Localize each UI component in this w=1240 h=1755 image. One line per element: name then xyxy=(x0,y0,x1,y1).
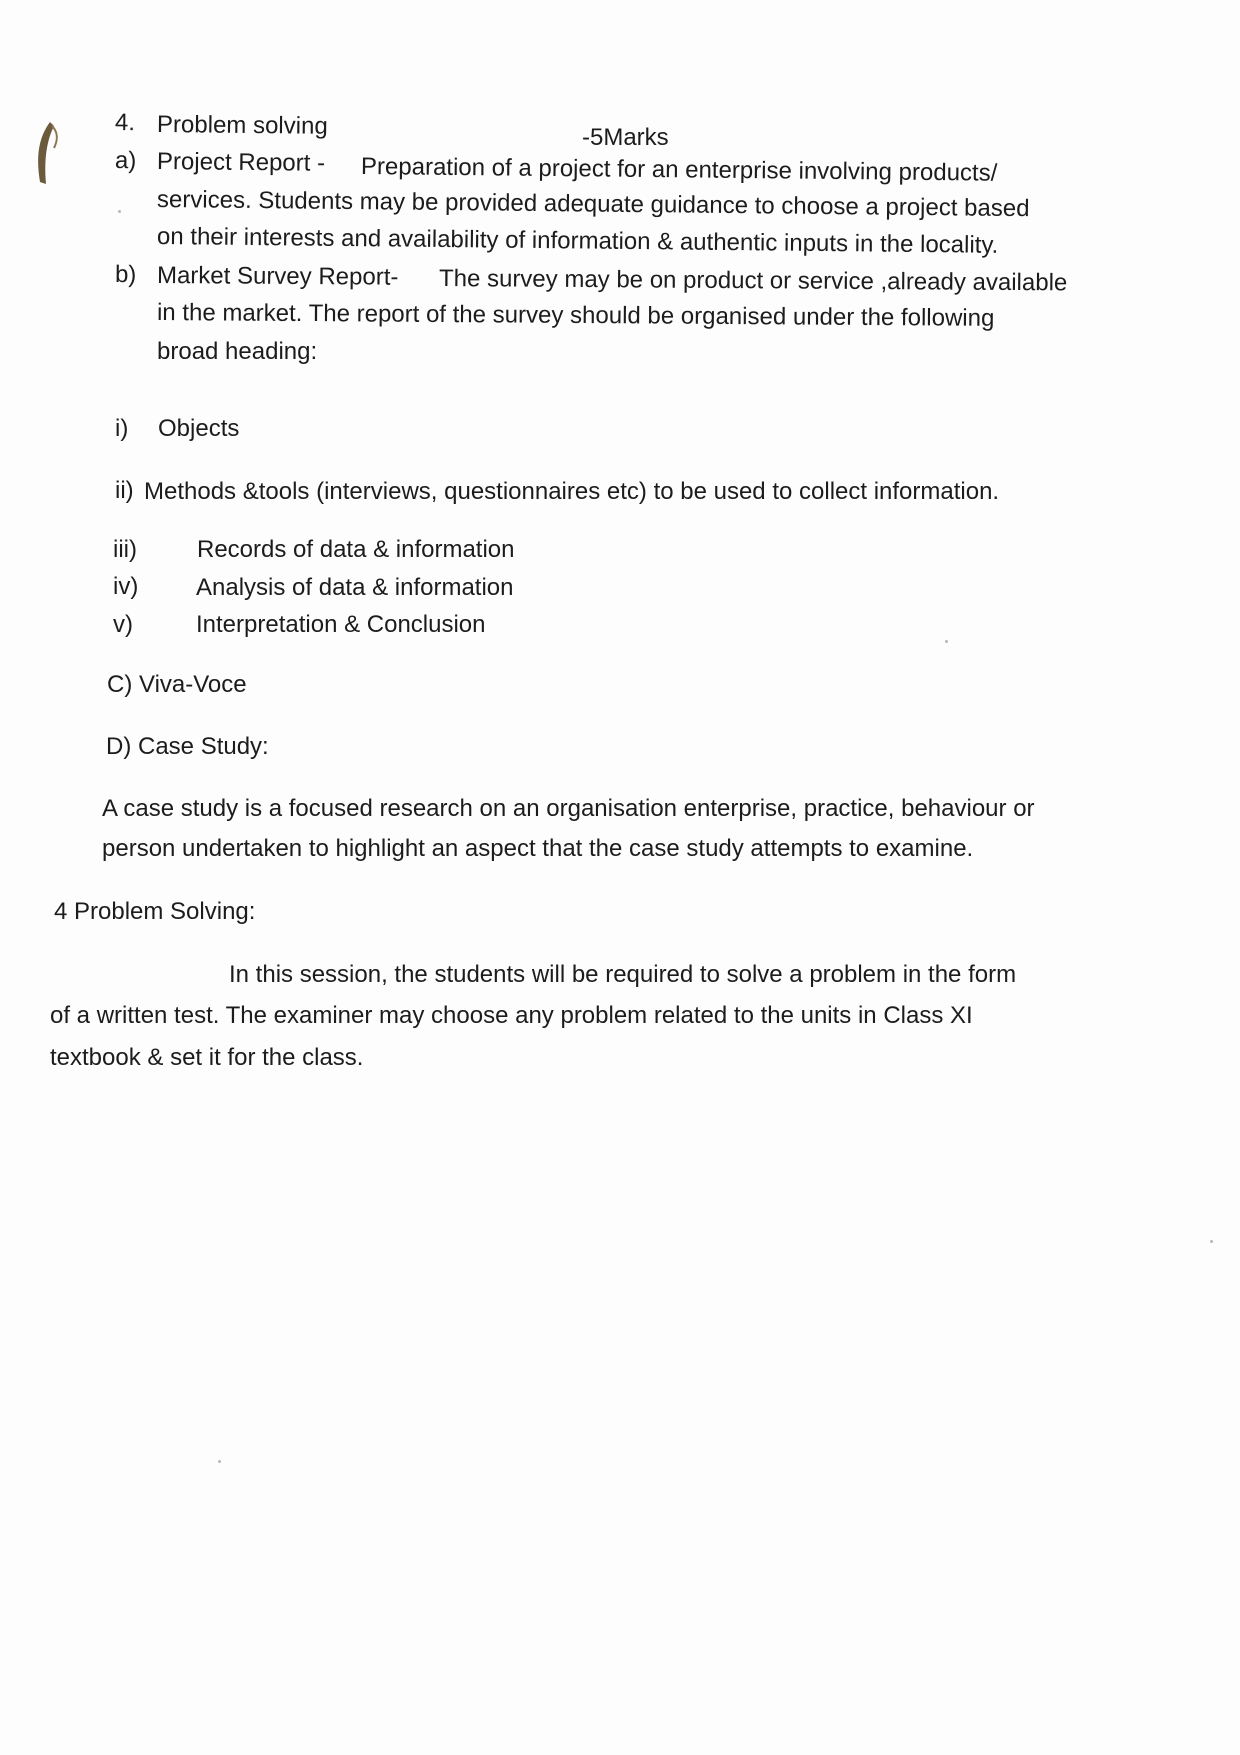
problem-solving-line1: In this session, the students will be required to solve a problem in the form xyxy=(229,961,1017,988)
heading-ii-text: Methods &tools (interviews, questionnaires etc) to be used to collect information. xyxy=(144,478,1000,505)
item-b-title: Market Survey Report- xyxy=(156,262,399,291)
heading-i-text: Objects xyxy=(158,415,240,442)
item-c: C) Viva-Voce xyxy=(107,671,247,698)
item-a-label: a) xyxy=(114,147,137,175)
scan-speck xyxy=(218,1460,221,1463)
heading-ii-label: ii) xyxy=(115,477,134,504)
problem-solving-title: 4 Problem Solving: xyxy=(54,898,256,925)
heading-iii-text: Records of data & information xyxy=(197,536,515,563)
item-b-line2: in the market. The report of the survey should be organised under the following xyxy=(156,299,995,332)
scan-speck xyxy=(118,210,121,213)
item-a-line1: Preparation of a project for an enterprise involving products/ xyxy=(360,153,998,187)
problem-solving-line3: textbook & set it for the class. xyxy=(50,1044,364,1071)
section-number: 4. xyxy=(114,109,136,137)
item-d-line2: person undertaken to highlight an aspect that the case study attempts to examine. xyxy=(102,835,974,862)
margin-mark xyxy=(28,118,68,190)
section-marks: -5Marks xyxy=(582,124,669,151)
heading-iii-label: iii) xyxy=(113,536,137,563)
heading-iv-label: iv) xyxy=(113,573,139,600)
item-a-line2: services. Students may be provided adequate guidance to choose a project based xyxy=(156,186,1030,223)
heading-iv-text: Analysis of data & information xyxy=(196,574,514,601)
scan-speck xyxy=(1210,1240,1213,1243)
item-b-line3: broad heading: xyxy=(157,338,318,365)
item-b-line1: The survey may be on product or service ,already available xyxy=(438,265,1068,297)
scan-speck xyxy=(945,640,948,643)
item-d-title: D) Case Study: xyxy=(106,733,269,760)
heading-v-label: v) xyxy=(113,611,133,638)
heading-i-label: i) xyxy=(115,415,129,442)
item-b-label: b) xyxy=(114,261,137,289)
item-d-line1: A case study is a focused research on an organisation enterprise, practice, behaviour or xyxy=(102,795,1035,822)
item-a-line3: on their interests and availability of information & authentic inputs in the locality. xyxy=(156,223,999,259)
section-title: Problem solving xyxy=(156,111,328,140)
problem-solving-line2: of a written test. The examiner may choose any problem related to the units in Class XI xyxy=(50,1002,973,1029)
item-a-title: Project Report - xyxy=(156,148,326,177)
heading-v-text: Interpretation & Conclusion xyxy=(196,611,486,638)
